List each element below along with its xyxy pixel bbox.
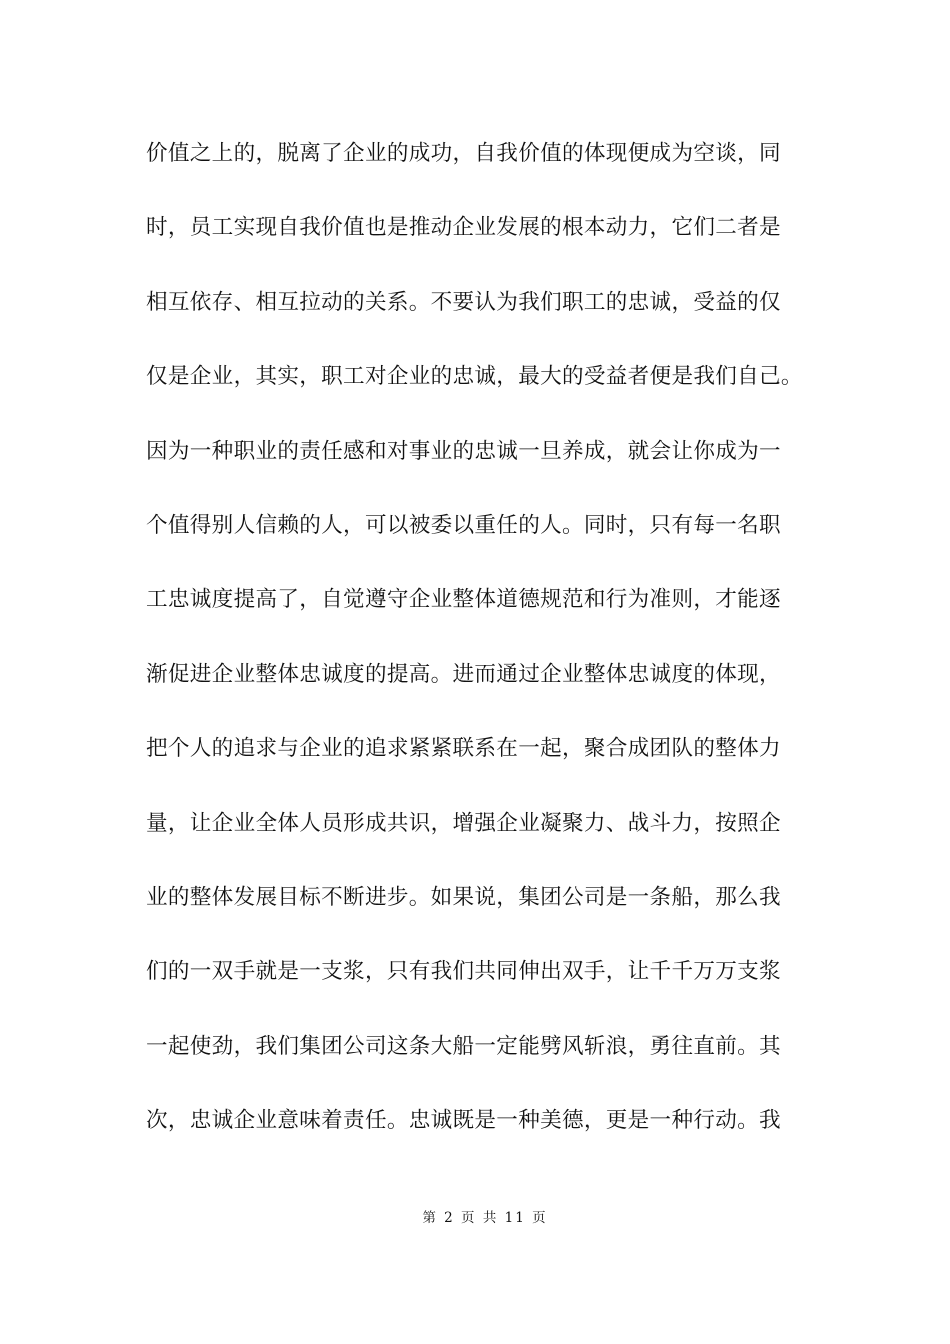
text-line: 业的整体发展目标不断进步。如果说，集团公司是一条船，那么我 xyxy=(146,884,781,910)
text-line: 相互依存、相互拉动的关系。不要认为我们职工的忠诚，受益的仅 xyxy=(146,289,781,315)
text-line: 们的一双手就是一支浆，只有我们共同伸出双手，让千千万万支浆 xyxy=(146,959,781,985)
text-line: 工忠诚度提高了，自觉遵守企业整体道德规范和行为准则，才能逐 xyxy=(146,587,781,613)
text-line: 价值之上的，脱离了企业的成功，自我价值的体现便成为空谈，同 xyxy=(146,141,781,166)
body-text xyxy=(146,133,836,1174)
text-line: 次，忠诚企业意味着责任。忠诚既是一种美德，更是一种行动。我 xyxy=(146,1108,781,1134)
text-line: 因为一种职业的责任感和对事业的忠诚一旦养成，就会让你成为一 xyxy=(146,438,781,464)
text-line: 时，员工实现自我价值也是推动企业发展的根本动力，它们二者是 xyxy=(146,215,781,241)
text-line: 量，让企业全体人员形成共识，增强企业凝聚力、战斗力，按照企 xyxy=(146,810,781,836)
text-line: 一起使劲，我们集团公司这条大船一定能劈风斩浪，勇往直前。其 xyxy=(146,1033,781,1059)
text-line: 渐促进企业整体忠诚度的提高。进而通过企业整体忠诚度的体现， xyxy=(146,661,781,687)
text-line: 把个人的追求与企业的追求紧紧联系在一起，聚合成团队的整体力 xyxy=(146,736,781,762)
page-number-footer: 第 2 页 共 11 页 xyxy=(422,1210,548,1226)
text-line: 个值得别人信赖的人，可以被委以重任的人。同时，只有每一名职 xyxy=(146,512,781,538)
text-line: 仅是企业，其实，职工对企业的忠诚，最大的受益者便是我们自己。 xyxy=(146,364,803,390)
